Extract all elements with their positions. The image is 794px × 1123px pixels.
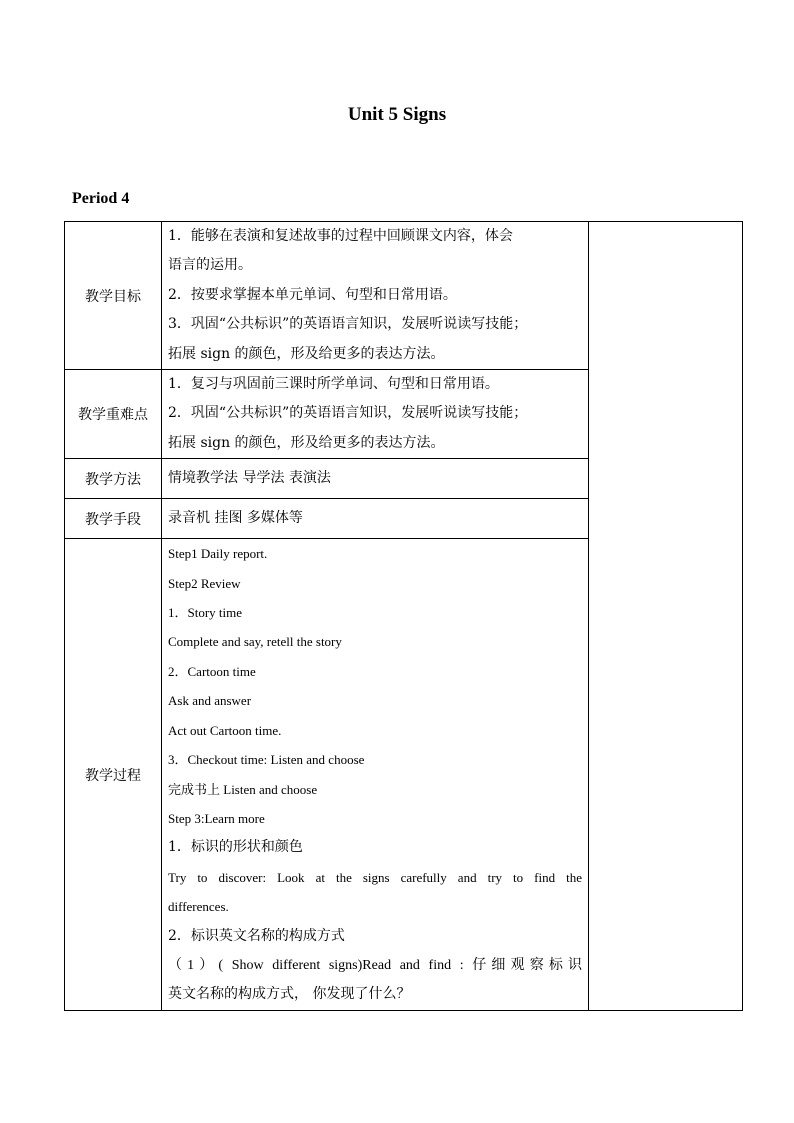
content-line: 情境教学法 导学法 表演法 [168, 470, 331, 487]
content-line: differences. [168, 899, 229, 915]
content-line: Ask and answer [168, 693, 252, 709]
content-line: Complete and say, retell the story [168, 634, 342, 650]
content-line: 2．按要求掌握本单元单词、句型和日常用语。 [168, 286, 457, 303]
row-label: 教学过程 [65, 539, 162, 1011]
content-line: 1．能够在表演和复述故事的过程中回顾课文内容，体会 [168, 228, 513, 244]
content-line: 拓展 sign 的颜色，形及给更多的表达方法。 [168, 345, 445, 362]
content-line: Try to discover: Look at the signs carefully and try to find the [168, 869, 582, 885]
row-content [162, 370, 589, 459]
content-line: 1．标识的形状和颜色 [168, 839, 303, 856]
document-title: Unit 5 Signs [347, 104, 447, 125]
content-line: 完成书上 Listen and choose [168, 781, 318, 797]
content-line: 录音机 挂图 多媒体等 [168, 510, 303, 527]
content-line: 英文名称的构成方式， 你发现了什么？ [168, 986, 411, 1003]
content-line: 语言的运用。 [168, 257, 252, 274]
row-label: 教学目标 [65, 222, 162, 370]
row-label: 教学手段 [65, 499, 162, 539]
content-line: Step 3:Learn more [168, 810, 265, 826]
content-line: 1．Story time [168, 605, 243, 621]
content-line: 2．标识英文名称的构成方式 [168, 927, 345, 944]
row-content [162, 459, 589, 499]
content-line: Act out Cartoon time. [168, 722, 282, 738]
row-content [162, 499, 589, 539]
row-label: 教学方法 [65, 459, 162, 499]
period-heading: Period 4 [72, 190, 130, 207]
content-line: （1）( Show different signs)Read and find : 仔细观察标识 [168, 957, 582, 973]
row-content [162, 539, 589, 1011]
content-line: 2．巩固“公共标识”的英语语言知识，发展听说读写技能； [168, 405, 528, 422]
content-line: 2．Cartoon time [168, 663, 256, 679]
content-line: 拓展 sign 的颜色，形及给更多的表达方法。 [168, 434, 445, 451]
row-content [162, 222, 589, 370]
notes-column [589, 222, 743, 1011]
content-line: Step2 Review [168, 575, 241, 591]
lesson-plan-table [64, 221, 743, 1011]
row-label: 教学重难点 [65, 370, 162, 459]
content-line: 1．复习与巩固前三课时所学单词、句型和日常用语。 [168, 376, 499, 393]
content-line: 3．巩固“公共标识”的英语语言知识，发展听说读写技能； [168, 316, 528, 333]
table-row [65, 222, 743, 370]
content-line: Step1 Daily report. [168, 546, 268, 562]
content-line: 3．Checkout time: Listen and choose [168, 752, 365, 768]
